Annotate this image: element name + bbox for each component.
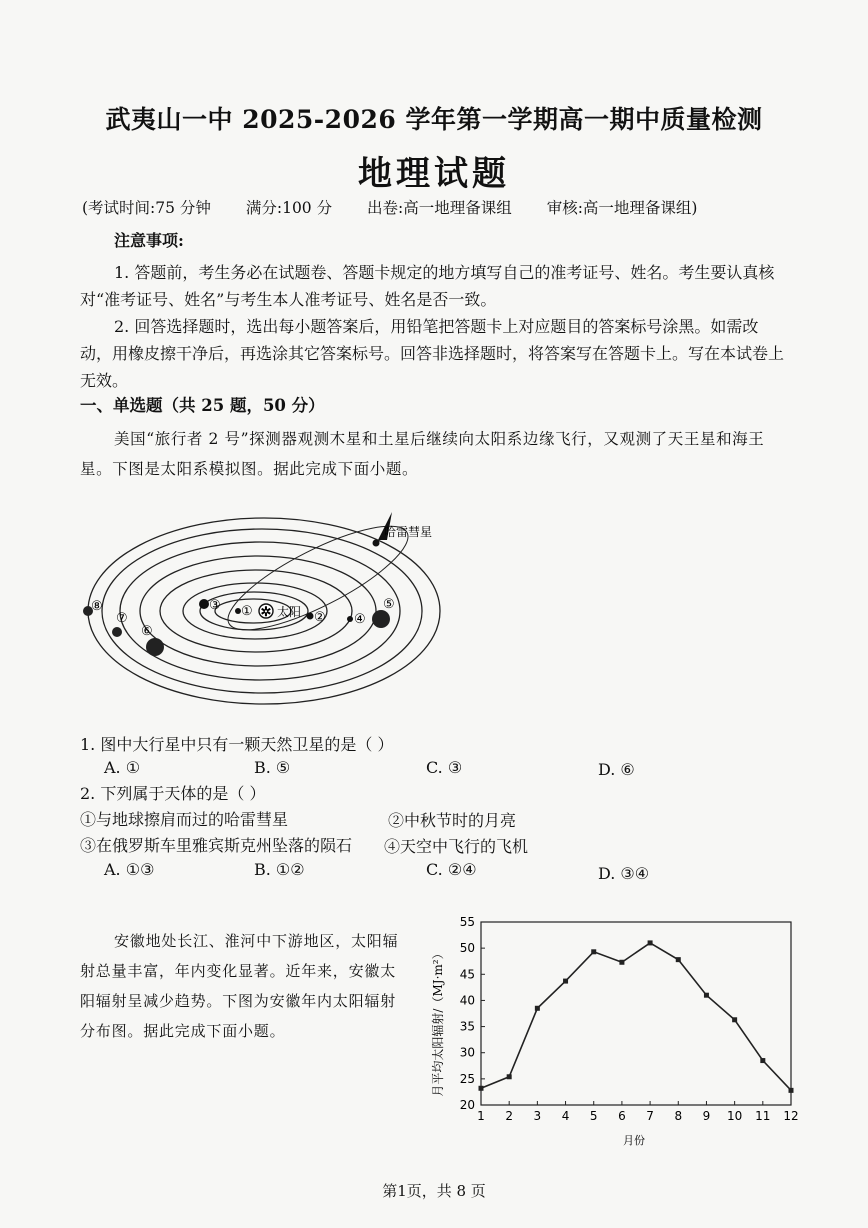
data-point (676, 957, 681, 962)
planet-6 (146, 638, 164, 656)
section-heading: 一、单选题（共 25 题，50 分） (80, 396, 325, 415)
x-tick-label: 4 (561, 1109, 570, 1123)
planet-3 (199, 599, 209, 609)
data-point (479, 1086, 484, 1091)
data-point (760, 1058, 765, 1063)
data-point (591, 949, 596, 954)
chart-xlabel: 月份 (623, 1134, 645, 1147)
q2-item-2: ②中秋节时的月亮 (388, 811, 517, 830)
section-intro: 美国“旅行者 2 号”探测器观测木星和土星后继续向太阳系边缘飞行，又观测了天王星和海王星。下图是太阳系模拟图。据此完成下面小题。 (80, 430, 765, 478)
x-tick-label: 9 (702, 1109, 711, 1123)
data-point (535, 1006, 540, 1011)
section2-intro: 安徽地处长江、淮河中下游地区，太阳辐射总量丰富，年内变化显著。近年来，安徽太阳辐射呈减少趋势。下图为安徽年内太阳辐射分布图。据此完成下面小题。 (80, 932, 399, 1040)
data-point (619, 960, 624, 965)
planet-2 (307, 613, 314, 620)
solar-system-figure (78, 498, 450, 708)
q1-option-d[interactable]: D. ⑥ (598, 760, 635, 779)
planet-label-5: ⑤ (383, 597, 395, 612)
chart-plot-frame (481, 922, 791, 1105)
notice-item-2: 2. 回答选择题时，选出每小题答案后，用铅笔把答题卡上对应题目的答案标号涂黑。如需改动，用橡皮擦干净后，再选涂其它答案标号。回答非选择题时，将答案写在答题卡上。写在本试卷上无效。 (80, 317, 785, 390)
x-tick-label: 1 (477, 1109, 485, 1123)
q1-option-a[interactable]: A. ① (104, 758, 141, 777)
planet-label-7: ⑦ (116, 611, 128, 626)
y-tick-label: 40 (459, 993, 475, 1008)
planet-label-1: ① (241, 604, 253, 619)
comet-icon (373, 540, 380, 547)
notice-heading: 注意事项: (114, 231, 184, 250)
x-tick-label: 2 (505, 1109, 514, 1123)
x-tick-label: 7 (646, 1109, 654, 1123)
q2-stem: 2. 下列属于天体的是（ ） (80, 784, 266, 803)
data-point (507, 1074, 512, 1079)
exam-review: 审核:高一地理备课组) (546, 199, 698, 217)
x-tick-label: 12 (783, 1109, 799, 1123)
planet-label-6: ⑥ (141, 624, 153, 639)
q2-item-1: ①与地球擦肩而过的哈雷彗星 (80, 810, 289, 829)
sun-label: 太阳 (277, 605, 302, 619)
y-tick-label: 35 (459, 1019, 475, 1034)
data-point (704, 993, 709, 998)
data-point (648, 940, 653, 945)
data-point (789, 1088, 794, 1093)
x-tick-label: 10 (726, 1109, 743, 1123)
q1-option-b[interactable]: B. ⑤ (254, 758, 291, 777)
data-point (732, 1017, 737, 1022)
exam-author: 出卷:高一地理备课组 (367, 199, 512, 217)
x-tick-label: 8 (674, 1109, 683, 1123)
exam-time: (考试时间:75 分钟 (82, 199, 211, 217)
solar-radiation-chart (420, 912, 810, 1152)
q2-option-d[interactable]: D. ③④ (598, 864, 650, 883)
x-tick-label: 6 (618, 1109, 626, 1123)
planet-label-2: ② (314, 610, 326, 625)
q1-stem: 1. 图中大行星中只有一颗天然卫星的是（ ） (80, 735, 394, 754)
chart-ylabel: 月平均太阳辐射/（MJ·m²） (431, 947, 445, 1097)
y-tick-label: 30 (459, 1045, 475, 1060)
subject-title: 地理试题 (358, 154, 510, 194)
planet-label-8: ⑧ (91, 599, 103, 614)
y-tick-label: 25 (459, 1071, 475, 1086)
y-tick-label: 20 (459, 1098, 475, 1112)
y-tick-label: 55 (459, 915, 475, 929)
y-tick-label: 45 (459, 967, 475, 982)
q2-item-4: ④天空中飞行的飞机 (384, 837, 529, 856)
planet-4 (347, 616, 353, 622)
q2-option-a[interactable]: A. ①③ (104, 860, 155, 879)
page-footer: 第1页，共 8 页 (382, 1182, 486, 1200)
series-line (481, 943, 791, 1090)
exam-title: 武夷山一中 2025-2026 学年第一学期高一期中质量检测 (105, 105, 763, 134)
q2-option-b[interactable]: B. ①② (254, 860, 305, 879)
exam-meta (82, 196, 727, 218)
x-tick-label: 11 (755, 1109, 771, 1123)
x-tick-label: 3 (533, 1109, 542, 1123)
planet-5 (372, 610, 390, 628)
svg-text:✲: ✲ (260, 605, 272, 620)
planet-label-4: ④ (354, 612, 366, 627)
planet-label-3: ③ (209, 598, 221, 613)
planet-7 (112, 627, 122, 637)
notice-item-1: 1. 答题前，考生务必在试题卷、答题卡规定的地方填写自己的准考证号、姓名。考生要认真核对“准考证号、姓名”与考生本人准考证号、姓名是否一致。 (80, 263, 775, 309)
data-point (563, 979, 568, 984)
exam-score: 满分:100 分 (245, 199, 333, 217)
q2-item-3: ③在俄罗斯车里雅宾斯克州坠落的陨石 (80, 836, 353, 855)
q1-option-c[interactable]: C. ③ (426, 758, 463, 777)
x-tick-label: 5 (589, 1109, 598, 1123)
q2-option-c[interactable]: C. ②④ (426, 860, 477, 879)
orbit-5 (140, 556, 376, 666)
y-tick-label: 50 (459, 941, 475, 956)
comet-label: 哈雷彗星 (384, 525, 433, 539)
